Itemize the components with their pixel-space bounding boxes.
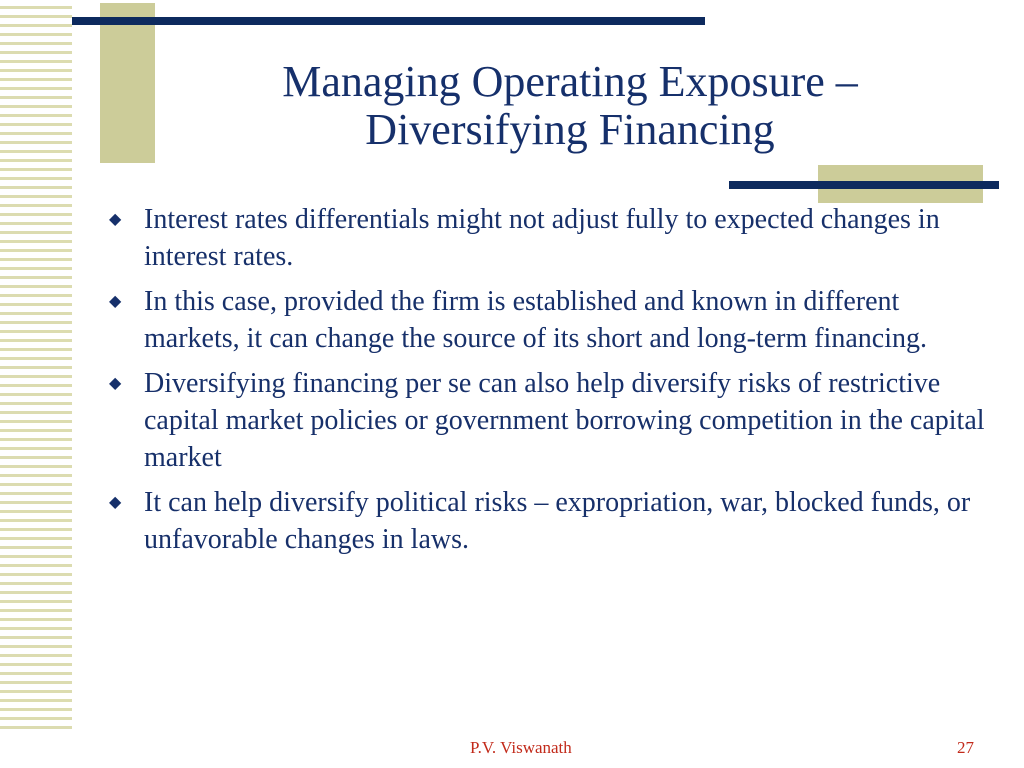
diamond-icon: ◆ [109, 211, 122, 228]
footer-author: P.V. Viswanath [470, 738, 572, 757]
diamond-icon: ◆ [109, 494, 122, 511]
bullet-item [108, 484, 988, 558]
bullet-text: Interest rates differentials might not adjust fully to expected changes in interest rates. [144, 204, 940, 272]
bullet-item [108, 201, 988, 275]
bullet-text: Diversifying financing per se can also help diversify risks of restrictive capital market policies or government borrowing competition in the capital market [144, 368, 985, 473]
bullet-text: It can help diversify political risks – expropriation, war, blocked funds, or unfavorable changes in laws. [144, 487, 971, 555]
decorative-block-left [100, 3, 155, 163]
decorative-stripes [0, 0, 72, 735]
slide-title [160, 58, 980, 154]
diamond-icon: ◆ [109, 375, 122, 392]
bullet-item [108, 283, 988, 357]
bullet-item [108, 365, 988, 476]
bullet-text: In this case, provided the firm is established and known in different markets, it can change the source of its short and long-term financing. [144, 286, 927, 354]
bullet-list [108, 201, 988, 566]
page-number: 27 [957, 738, 974, 757]
diamond-icon: ◆ [109, 293, 122, 310]
slide-title-line-2: Diversifying Financing [365, 105, 775, 154]
top-rule [72, 17, 705, 25]
slide-title-line-1: Managing Operating Exposure – [282, 57, 858, 106]
title-underline-rule [729, 181, 999, 189]
